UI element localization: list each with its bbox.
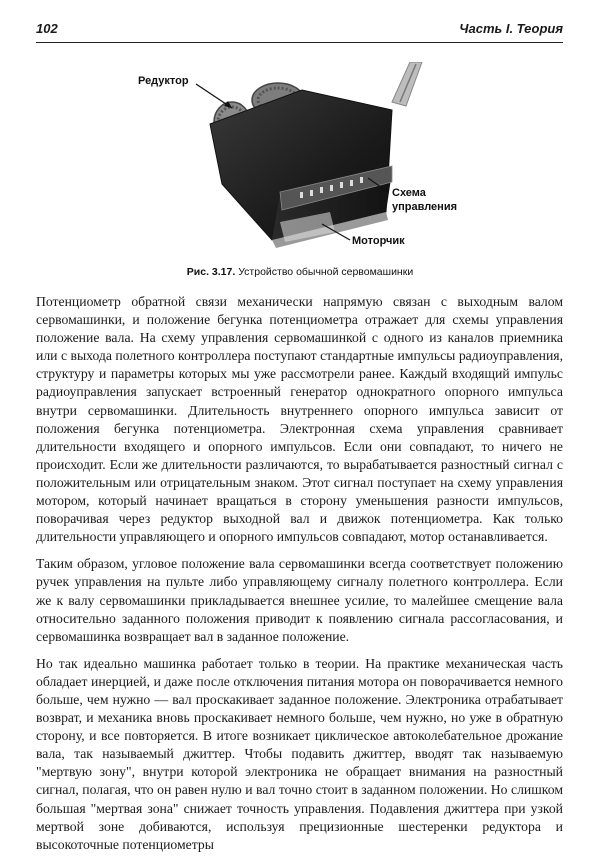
paragraph-2: Таким образом, угловое положение вала сервомашинки всегда соответствует положению ручек управления на пульте либо управляющему сигналу полетного контроллера. Если же к валу сервомашинки прикладывается внешнее усилие, то малейшее смещение вала относительно заданного положения приводит к появлению сигнала рассогласования, и сервомашинка возвращает вал в заданное положение. (36, 556, 563, 644)
page-number: 102 (36, 21, 58, 36)
label-control-circuit-line2: управления (392, 201, 458, 213)
caption-text: Устройство обычной сервомашинки (238, 266, 414, 278)
caption-number: Рис. 3.17. (186, 266, 236, 278)
servo-figure (130, 62, 490, 262)
paragraph-1: Потенциометр обратной связи механически напрямую связан с выходным валом сервомашинки, и положение бегунка потенциометра отражает для схемы управления положение вала. На схему управления сервомашинкой с одного из каналов приемника или с выхода полетного контроллера поступают стандартные импульсы радиоуправления, структуру и параметры которых мы уже рассмотрели ранее. Каждый входящий импульс радиоуправления запускает встроенный генератор однократного опорного импульса внутри сервомашинки. Длительность внутреннего опорного импульса зависит от положения бегунка потенциометра. Электронная схема управления сравнивает длительности входящего и опорного импульсов. Если они совпадают, то ничего не происходит. Если же длительности различаются, то вырабатывается разностный сигнал с положительным или отрицательным знаком. Этот сигнал поступает на схему управления мотором, который начинает вращаться в сторону уменьшения разности импульсов, поворачивая через редуктор выходной вал и движок потенциометра. Как только длительности управляющего и опорного импульсов совпадают, мотор останавливается. (36, 294, 563, 545)
figure-caption (0, 266, 600, 278)
servo-photo (130, 62, 490, 262)
body-text (36, 293, 563, 863)
label-gearbox: Редуктор (138, 75, 189, 87)
label-motor: Моторчик (352, 235, 405, 247)
running-title: Часть I. Теория (459, 21, 563, 36)
page-header (36, 20, 563, 43)
paragraph-3: Но так идеально машинка работает только в теории. На практике механическая часть обладает инерцией, и даже после отключения питания мотора он поворачивается немного больше, чем нужно — вал проскакивает заданное положение. Электроника отрабатывает возврат, и механика вновь проскакивает немного больше, чем нужно, но уже в обратную сторону, и все повторяется. В итоге возникает циклическое автоколебательное дрожание вала, так называемый джиттер. Чтобы подавить джиттер, вводят так называемую "мертвую зону", внутри которой электроника не обращает внимания на разностный сигнал, полагая, что он равен нулю и вал точно стоит в заданном положении. Но слишком большая "мертвая зона" снижает точность управления. Подавления джиттера при узкой мертвой зоне добиваются, используя прецизионные шестеренки редуктора и высокоточные потенциометры (36, 655, 563, 852)
label-control-circuit-line1: Схема (392, 187, 426, 199)
